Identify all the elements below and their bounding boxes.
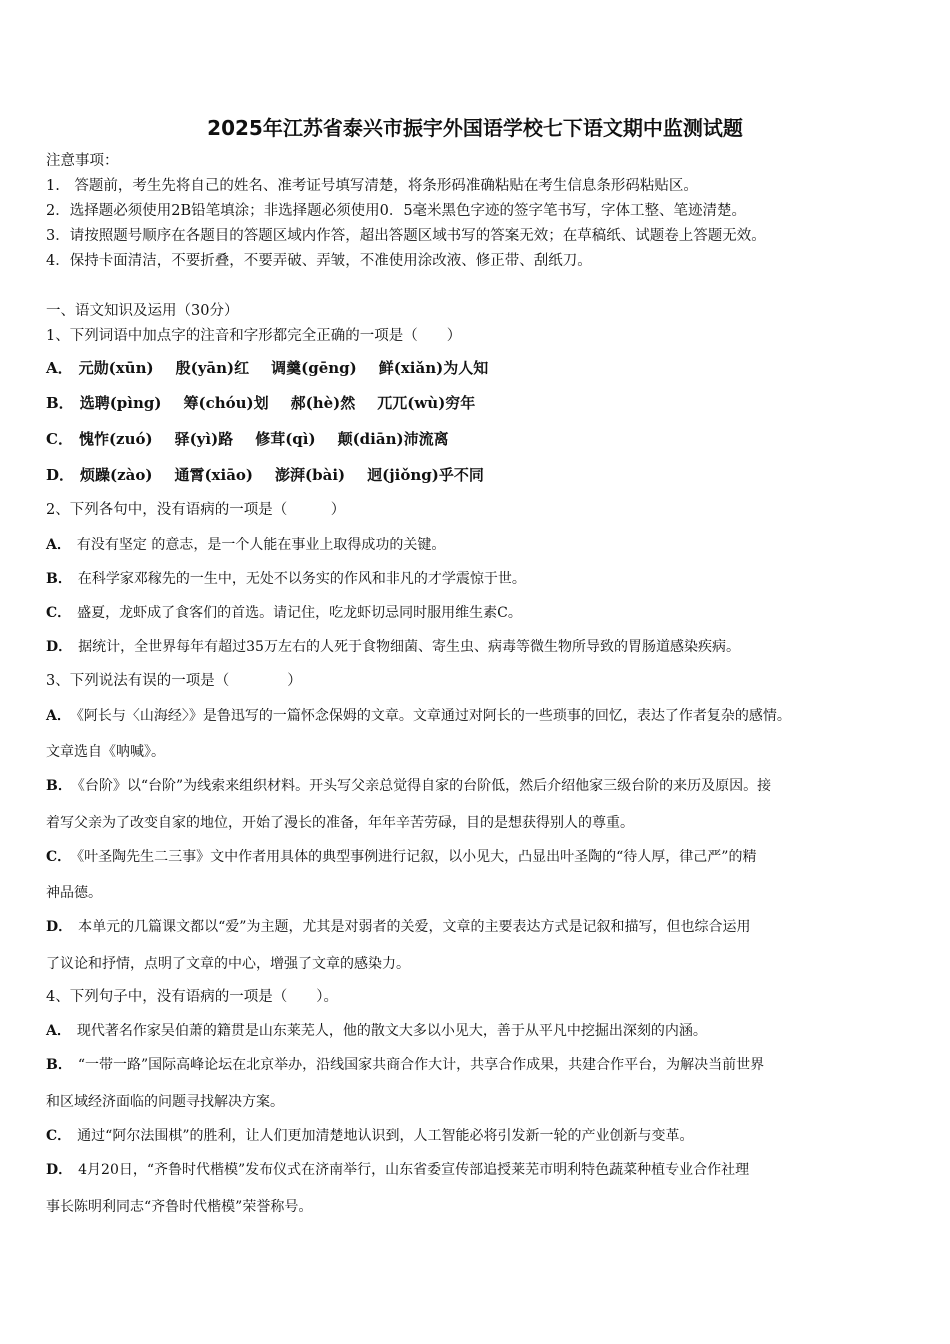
word: 通霄(xiāo) <box>174 466 254 484</box>
option-label: B． <box>46 571 72 587</box>
word: 修茸(qì) <box>255 430 316 448</box>
option-label: B． <box>46 394 74 412</box>
option-label: D． <box>46 1162 73 1178</box>
option-continuation: 神品德。 <box>46 885 102 901</box>
option-row <box>46 706 791 726</box>
option-label: A． <box>46 359 73 377</box>
option-row <box>46 569 526 589</box>
option-continuation: 着写父亲为了改变自家的地位，开始了漫长的准备，年年辛苦劳碌，目的是想获得别人的尊重。 <box>46 815 634 831</box>
notice-item: 1. 答题前，考生先将自己的姓名、准考证号填写清楚，将条形码准确粘贴在考生信息条形码粘贴区。 <box>46 178 698 194</box>
option-label: B． <box>46 1057 72 1073</box>
option-continuation: 事长陈明利同志“齐鲁时代楷模”荣誉称号。 <box>46 1199 313 1215</box>
option-text: 本单元的几篇课文都以“爱”为主题，尤其是对弱者的关爱，文章的主要表达方式是记叙和描写，但也综合运用 <box>78 919 751 935</box>
word: 迥(jiǒng)乎不同 <box>367 466 484 484</box>
option-text: 4月20日，“齐鲁时代楷模”发布仪式在济南举行，山东省委宣传部追授莱芜市明利特色蔬菜种植专业合作社理 <box>78 1162 750 1178</box>
option-row <box>46 429 449 449</box>
section-heading: 一、语文知识及运用（30分） <box>46 303 239 319</box>
notice-item: 3．请按照题号顺序在各题目的答题区域内作答，超出答题区域书写的答案无效；在草稿纸、试题卷上答题无效。 <box>46 228 766 244</box>
option-text: 据统计，全世界每年有超过35万左右的人死于食物细菌、寄生虫、病毒等微生物所导致的胃肠道感染疾病。 <box>78 639 740 655</box>
option-text: 《阿长与〈山海经〉》是鲁迅写的一篇怀念保姆的文章。文章通过对阿长的一些琐事的回忆，表达了作者复杂的感情。 <box>76 708 791 724</box>
word: 兀兀(wù)穷年 <box>377 394 476 412</box>
option-label: A． <box>46 537 71 553</box>
option-row <box>46 1126 693 1146</box>
word: 颠(diān)沛流离 <box>337 430 449 448</box>
option-row <box>46 1055 764 1075</box>
page-title: 2025年江苏省泰兴市振宇外国语学校七下语文期中监测试题 <box>207 116 743 140</box>
notice-item: 2．选择题必须使用2B铅笔填涂；非选择题必须使用0．5毫米黑色字迹的签字笔书写，字体工整、笔迹清楚。 <box>46 203 747 219</box>
word: 愧怍(zuó) <box>78 430 153 448</box>
word: 郝(hè)然 <box>290 394 356 412</box>
option-row <box>46 535 445 555</box>
option-continuation: 和区域经济面临的问题寻找解决方案。 <box>46 1094 284 1110</box>
option-label: C． <box>46 605 72 621</box>
question-stem: 3、下列说法有误的一项是（ ） <box>46 673 302 689</box>
option-row <box>46 465 484 485</box>
option-text: 《叶圣陶先生二三事》文中作者用具体的典型事例进行记叙，以小见大，凸显出叶圣陶的“待人厚，律己严”的精 <box>77 849 757 865</box>
word: 驿(yì)路 <box>174 430 234 448</box>
option-label: C． <box>46 849 72 865</box>
option-text: 有没有坚定 的意志，是一个人能在事业上取得成功的关键。 <box>76 537 446 553</box>
word: 烦躁(zào) <box>80 466 153 484</box>
word: 调羹(gēng) <box>271 359 357 377</box>
option-row <box>46 847 756 867</box>
option-label: A． <box>46 708 71 724</box>
option-row <box>46 637 740 657</box>
option-row <box>46 1021 707 1041</box>
option-label: B． <box>46 778 72 794</box>
word: 选聘(pìng) <box>79 394 162 412</box>
option-row <box>46 358 488 378</box>
word: 筹(chóu)划 <box>183 394 269 412</box>
option-text: 通过“阿尔法围棋”的胜利，让人们更加清楚地认识到，人工智能必将引发新一轮的产业创新与变革。 <box>77 1128 694 1144</box>
option-continuation: 了议论和抒情，点明了文章的中心，增强了文章的感染力。 <box>46 956 410 972</box>
option-label: A． <box>46 1023 71 1039</box>
question-stem: 4、下列句子中，没有语病的一项是（ ）。 <box>46 989 338 1005</box>
notice-item: 4．保持卡面清洁，不要折叠，不要弄破、弄皱，不准使用涂改液、修正带、刮纸刀。 <box>46 253 592 269</box>
option-text: 现代著名作家吴伯萧的籍贯是山东莱芜人，他的散文大多以小见大，善于从平凡中挖掘出深刻的内涵。 <box>76 1023 707 1039</box>
option-label: D． <box>46 919 73 935</box>
option-continuation: 文章选自《呐喊》。 <box>46 744 165 760</box>
option-text: 盛夏，龙虾成了食客们的首选。请记住，吃龙虾切忌同时服用维生素C。 <box>77 605 522 621</box>
option-row <box>46 917 750 937</box>
word: 鲜(xiǎn)为人知 <box>378 359 489 377</box>
option-label: D． <box>46 639 73 655</box>
word: 殷(yān)红 <box>175 359 250 377</box>
option-row <box>46 603 522 623</box>
option-text: “一带一路”国际高峰论坛在北京举办，沿线国家共商合作大计，共享合作成果，共建合作平台，为解决当前世界 <box>77 1057 765 1073</box>
option-row <box>46 393 475 413</box>
word: 澎湃(bài) <box>275 466 346 484</box>
word: 元勋(xūn) <box>78 359 154 377</box>
question-stem: 1、下列词语中加点字的注音和字形都完全正确的一项是（ ） <box>46 328 462 344</box>
option-text: 《台阶》以“台阶”为线索来组织材料。开头写父亲总觉得自家的台阶低，然后介绍他家三级台阶的来历及原因。接 <box>77 778 772 794</box>
option-label: C． <box>46 430 73 448</box>
option-label: C． <box>46 1128 72 1144</box>
option-row <box>46 776 771 796</box>
question-stem: 2、下列各句中，没有语病的一项是（ ） <box>46 502 346 518</box>
option-label: D． <box>46 466 75 484</box>
option-text: 在科学家邓稼先的一生中，无处不以务实的作风和非凡的才学震惊于世。 <box>77 571 526 587</box>
notice-heading: 注意事项： <box>46 153 119 169</box>
option-row <box>46 1160 749 1180</box>
